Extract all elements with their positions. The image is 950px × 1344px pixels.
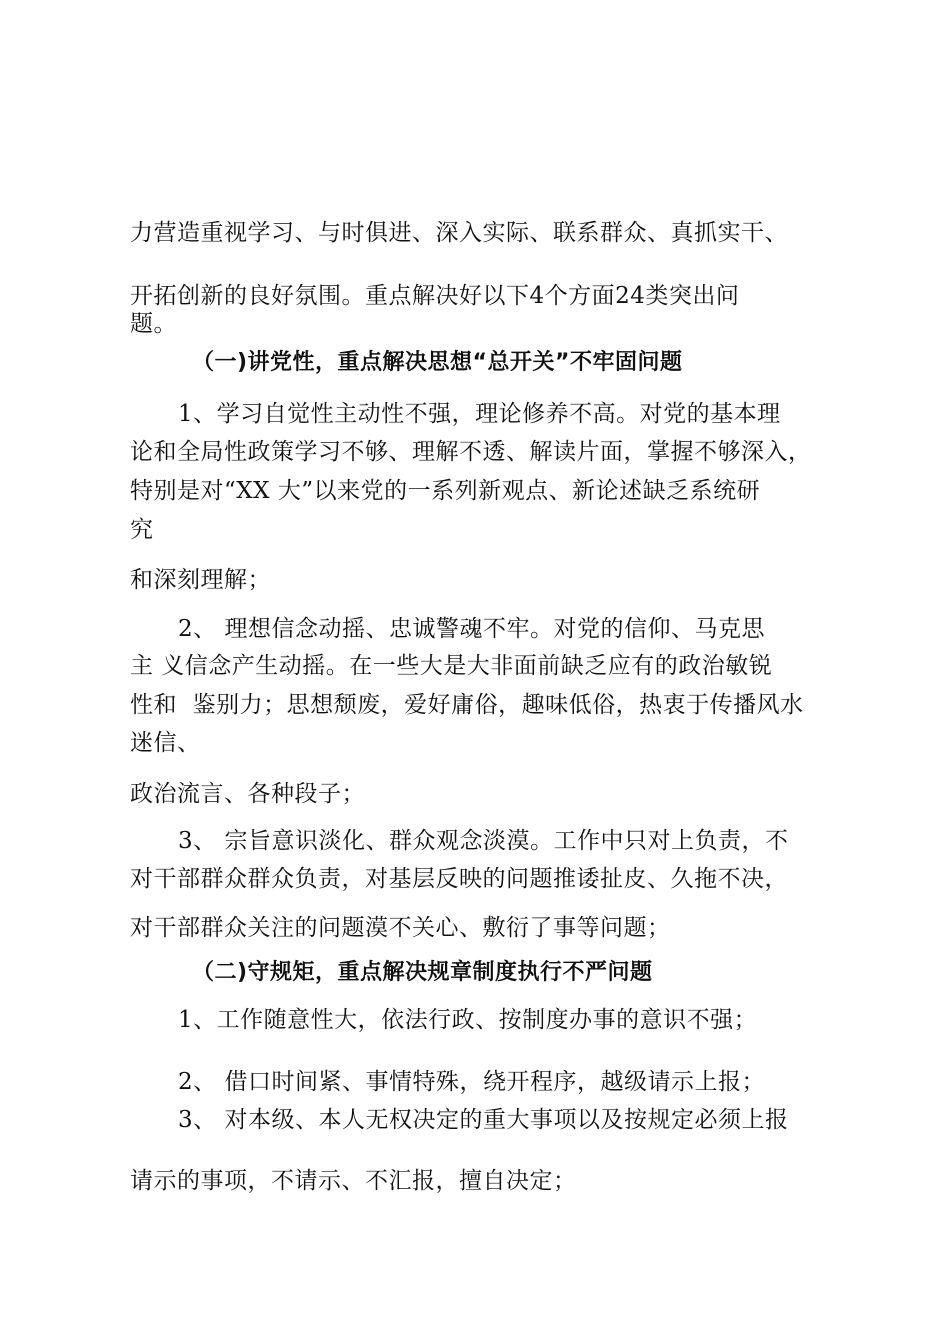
section-heading: （一)讲党性，重点解决思想“总开关”不牢固问题 xyxy=(192,350,683,375)
body-line: 请示的事项，不请示、不汇报，擅自决定； xyxy=(130,1168,577,1194)
body-line: 究 xyxy=(130,517,154,543)
body-line: 政治流言、各种段子； xyxy=(130,781,365,807)
body-line: 力营造重视学习、与时俱进、深入实际、联系群众、真抓实干、 xyxy=(130,220,788,246)
body-line: 3、 对本级、本人无权决定的重大事项以及按规定必须上报 xyxy=(178,1107,789,1133)
body-line: 和深刻理解； xyxy=(130,567,271,593)
body-line: 题。 xyxy=(130,311,177,337)
body-line: 论和全局性政策学习不够、理解不透、解读片面，掌握不够深入， xyxy=(130,439,812,465)
body-line: 对干部群众群众负责，对基层反映的问题推诿扯皮、久拖不决， xyxy=(130,866,788,892)
body-line: 3、 宗旨意识淡化、群众观念淡漠。工作中只对上负责，不 xyxy=(178,828,789,854)
body-line: 对干部群众关注的问题漠不关心、敷衍了事等问题； xyxy=(130,915,671,941)
body-line: 1、工作随意性大，依法行政、按制度办事的意识不强； xyxy=(178,1007,758,1033)
body-line: 主 义信念产生动摇。在一些大是大非面前缺乏应有的政治敏锐 xyxy=(130,653,773,679)
body-line: 2、 理想信念动摇、忠诚警魂不牢。对党的信仰、马克思 xyxy=(178,616,765,642)
body-line: 开拓创新的良好氛围。重点解决好以下4个方面24类突出问 xyxy=(130,283,740,309)
body-line: 性和 鉴别力；思想颓废，爱好庸俗，趣味低俗，热衷于传播风水 xyxy=(130,692,804,718)
body-line: 迷信、 xyxy=(130,730,201,756)
body-line: 2、 借口时间紧、事情特殊，绕开程序，越级请示上报； xyxy=(178,1069,765,1095)
body-line: 1、学习自觉性主动性不强，理论修养不高。对党的基本理 xyxy=(178,401,781,427)
section-heading: （二)守规矩，重点解决规章制度执行不严问题 xyxy=(192,960,653,985)
body-line: 特别是对“XX 大”以来党的一系列新观点、新论述缺乏系统研 xyxy=(130,478,761,504)
